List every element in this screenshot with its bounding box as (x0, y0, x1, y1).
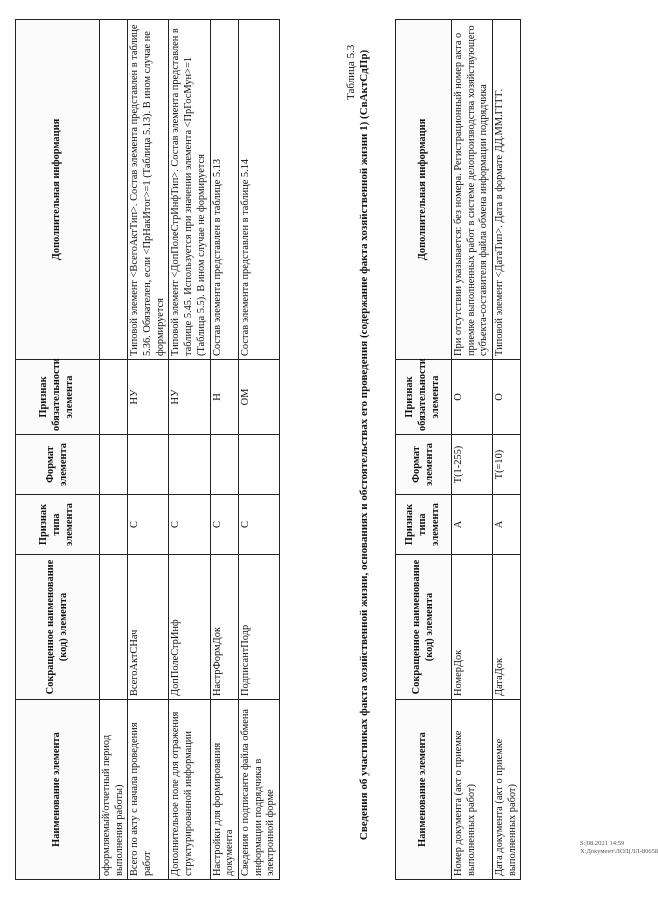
cell-format (128, 435, 169, 495)
table-row (452, 20, 493, 880)
cell-required: О (493, 360, 521, 435)
table-row (238, 20, 279, 880)
cell-info: Типовой элемент <ДопПолеСтрИнфТип>. Состав элемента представлен в таблице 5.45. Используется при значении элемента <ПрГосМун>=1 (Таблица 5.5). В ином случае не формируется (169, 20, 210, 360)
cell-info: Состав элемента представлен в таблице 5.13 (210, 20, 238, 360)
cell-info: При отсутствии указывается: без номера. Регистрационный номер акта о приемке выполненных работ в системе делопроизводства хозяйствующего субъекта-составителя файла обмена информации подрядчика (452, 20, 493, 360)
cell-name: оформляемый/отчетный период выполнения работы) (100, 700, 128, 880)
col-header-required: Признак обязательности элемента (16, 360, 100, 435)
col-header-info: Дополнительная информация (396, 20, 452, 360)
cell-name: Сведения о подписанте файла обмена информации подрядчика в электронной форме (238, 700, 279, 880)
col-header-format: Формат элемента (396, 435, 452, 495)
cell-name: Настройки для формирования документа (210, 700, 238, 880)
col-header-name: Наименование элемента (396, 700, 452, 880)
cell-info: Типовой элемент <ДатаТип>. Дата в формате ДД.ММ.ГГГГ. (493, 20, 521, 360)
cell-code: ПодписантПодр (238, 555, 279, 700)
cell-format (210, 435, 238, 495)
cell-type: А (452, 495, 493, 555)
col-header-type: Признак типа элемента (396, 495, 452, 555)
cell-format (169, 435, 210, 495)
col-header-code: Сокращенное наименование (код) элемента (16, 555, 100, 700)
cell-required: НУ (169, 360, 210, 435)
table-5-3-title: Сведения об участниках факта хозяйственной жизни, основаниях и обстоятельствах его проведения (содержание факта хозяйственной жизни 1) (СвАктСдПр) (358, 49, 370, 841)
cell-format: T(=10) (493, 435, 521, 495)
cell-format (238, 435, 279, 495)
cell-name: Дата документа (акт о приемке выполненных работ) (493, 700, 521, 880)
cell-code: НомерДок (452, 555, 493, 700)
table-row (128, 20, 169, 880)
cell-format (100, 435, 128, 495)
cell-info: Состав элемента представлен в таблице 5.14 (238, 20, 279, 360)
table-elements-continued (15, 19, 280, 880)
cell-required: Н (210, 360, 238, 435)
table-row (100, 20, 128, 880)
table-row (493, 20, 521, 880)
cell-name: Всего по акту с начала проведения работ (128, 700, 169, 880)
cell-info: Типовой элемент <ВсегоАктТип>. Состав элемента представлен в таблице 5.36. Обязателен, если <ПрНакИтог>=1 (Таблица 5.13). В ином случае не формируется (128, 20, 169, 360)
cell-name: Номер документа (акт о приемке выполненных работ) (452, 700, 493, 880)
table-row (210, 20, 238, 880)
cell-type: С (238, 495, 279, 555)
table-5-3 (395, 19, 521, 880)
col-header-name: Наименование элемента (16, 700, 100, 880)
cell-type: С (169, 495, 210, 555)
cell-required: ОМ (238, 360, 279, 435)
col-header-type: Признак типа элемента (16, 495, 100, 555)
cell-name: Дополнительное поле для отражения структурированной информации (169, 700, 210, 880)
cell-required: НУ (128, 360, 169, 435)
col-header-code: Сокращенное наименование (код) элемента (396, 555, 452, 700)
cell-required: О (452, 360, 493, 435)
cell-type: А (493, 495, 521, 555)
cell-type: С (128, 495, 169, 555)
cell-type (100, 495, 128, 555)
cell-format: T(1-255) (452, 435, 493, 495)
cell-code: НастрФормДок (210, 555, 238, 700)
table-row (169, 20, 210, 880)
col-header-info: Дополнительная информация (16, 20, 100, 360)
cell-code: ДопПолеСтрИнф (169, 555, 210, 700)
stamp-line-2: X:Документ\ЛОЛ(ЛЛ-80658 (580, 848, 658, 856)
cell-required (100, 360, 128, 435)
cell-code: ДатаДок (493, 555, 521, 700)
cell-code: ВсегоАктСНач (128, 555, 169, 700)
table-5-3-label: Таблица 5.3 (345, 44, 357, 100)
cell-type: С (210, 495, 238, 555)
stamp-line-1: S:|08.2021 14:59 (580, 840, 625, 847)
cell-info (100, 20, 128, 360)
col-header-required: Признак обязательности элемента (396, 360, 452, 435)
col-header-format: Формат элемента (16, 435, 100, 495)
cell-code (100, 555, 128, 700)
